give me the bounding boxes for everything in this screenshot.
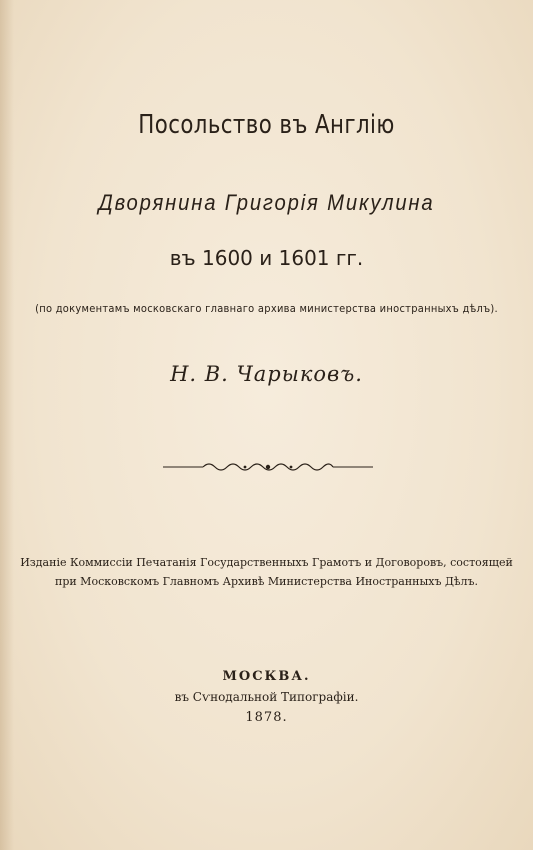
- publisher-line-1: Изданіе Коммиссіи Печатанія Государственныхъ Грамотъ и Договоровъ, состоящей: [20, 556, 513, 569]
- source-note: (по документамъ московскаго главнаго архива министерства иностранныхъ дѣлъ).: [35, 302, 498, 315]
- imprint-city: МОСКВА.: [222, 669, 311, 684]
- imprint-press: въ Сѵнодальной Типографіи.: [174, 690, 359, 704]
- author-name: Н. В. Чарыковъ.: [170, 362, 363, 386]
- publisher-line-2: при Московскомъ Главномъ Архивѣ Министерства Иностранныхъ Дѣлъ.: [54, 575, 479, 588]
- book-title: Посольство въ Англію: [138, 110, 395, 140]
- imprint-year: 1878.: [245, 710, 288, 725]
- years-line: въ 1600 и 1601 гг.: [169, 246, 364, 270]
- book-subtitle: Дворянина Григорія Микулина: [98, 190, 435, 215]
- publisher-note: [0, 553, 533, 591]
- ornament-divider-icon: [163, 459, 373, 475]
